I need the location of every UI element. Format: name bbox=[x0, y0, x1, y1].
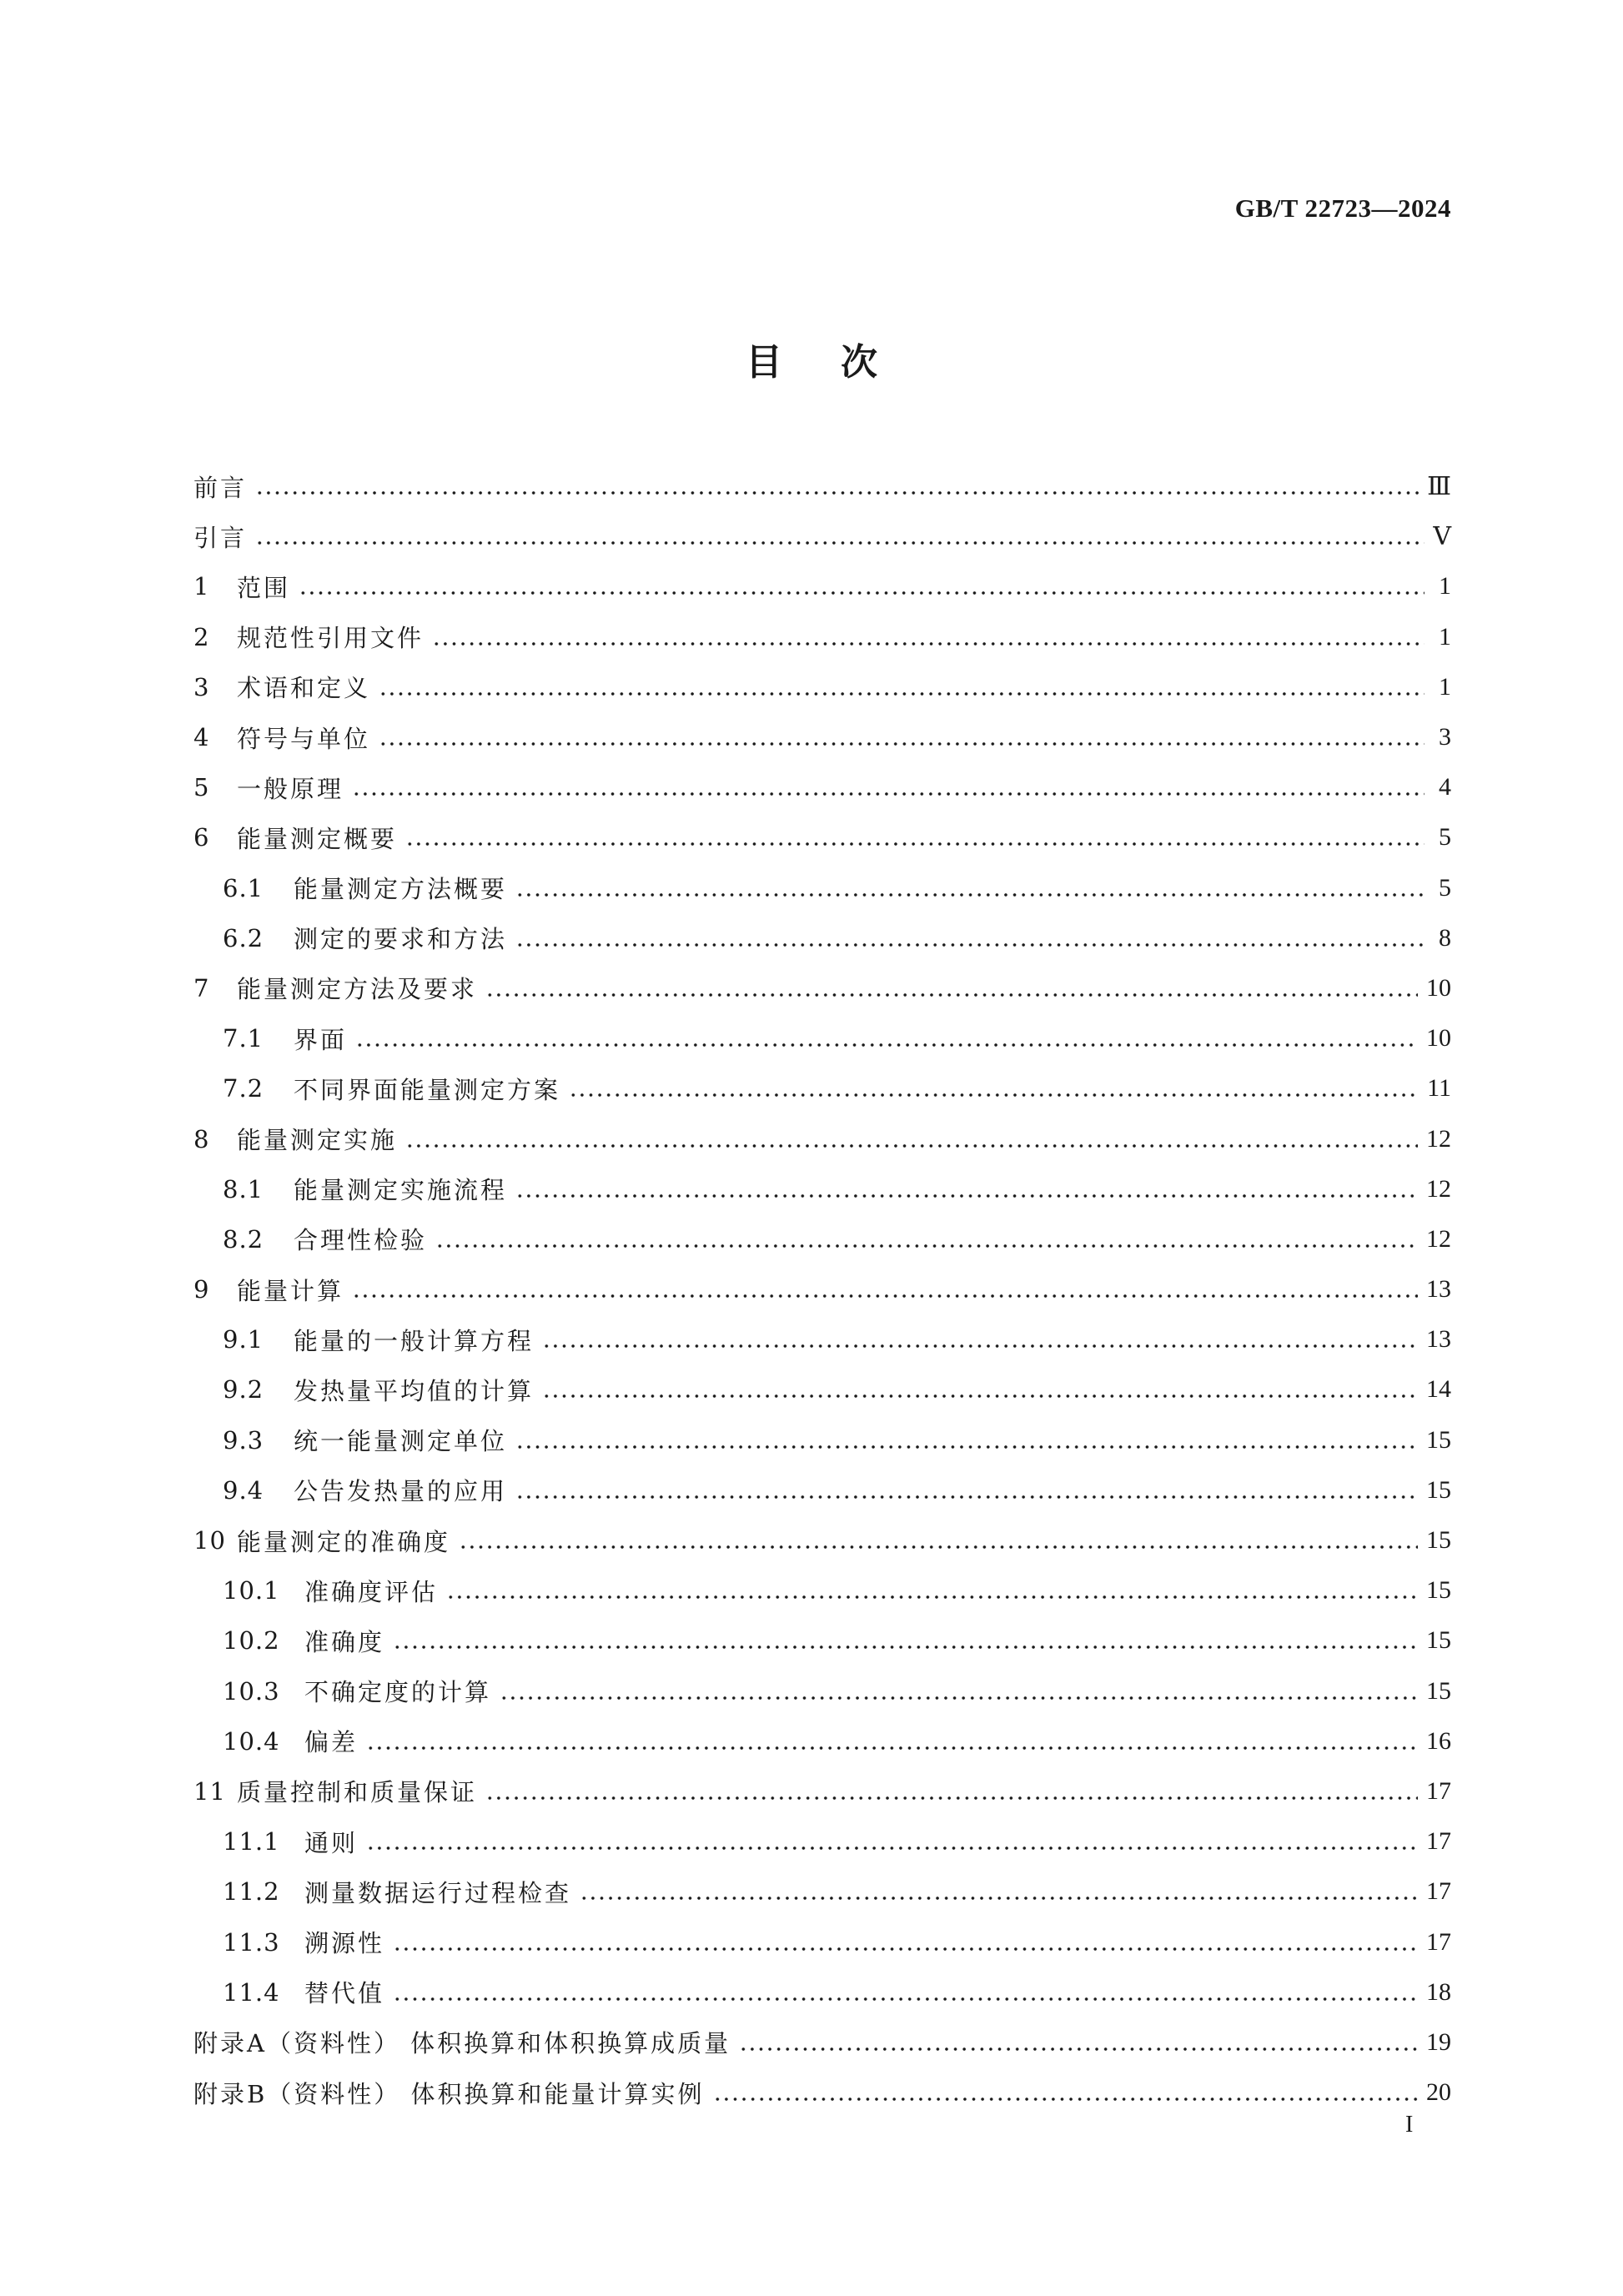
toc-entry-page: Ⅴ bbox=[1433, 522, 1451, 550]
toc-leader-dots bbox=[352, 1281, 1418, 1298]
toc-entry-number: 10.2 bbox=[223, 1626, 280, 1655]
toc-entry[interactable] bbox=[193, 913, 1451, 963]
toc-entry-page: 8 bbox=[1439, 923, 1451, 952]
toc-entry[interactable] bbox=[193, 1866, 1451, 1917]
toc-entry-number: 11 bbox=[193, 1776, 226, 1806]
toc-leader-dots bbox=[405, 1131, 1418, 1148]
toc-leader-dots bbox=[366, 1733, 1418, 1750]
toc-leader-dots bbox=[739, 2034, 1418, 2051]
toc-entry-label: 能量计算 bbox=[237, 1276, 344, 1305]
toc-leader-dots bbox=[580, 1883, 1418, 1900]
toc-entry-number: 7.1 bbox=[223, 1024, 264, 1053]
toc-leader-dots bbox=[393, 1632, 1418, 1649]
toc-entry[interactable] bbox=[193, 1917, 1451, 1967]
toc-entry-label: 符号与单位 bbox=[237, 724, 371, 753]
toc-entry-label: 发热量平均值的计算 bbox=[294, 1376, 535, 1405]
toc-leader-dots bbox=[515, 880, 1425, 897]
toc-entry-page: 19 bbox=[1426, 2027, 1451, 2056]
toc-entry[interactable] bbox=[193, 461, 1451, 511]
toc-entry-label: 能量测定实施 bbox=[237, 1126, 398, 1155]
toc-entry[interactable] bbox=[193, 1766, 1451, 1816]
toc-entry-page: 15 bbox=[1426, 1475, 1451, 1504]
toc-leader-dots bbox=[432, 629, 1425, 646]
toc-entry[interactable] bbox=[193, 1515, 1451, 1565]
toc-entry[interactable] bbox=[193, 1013, 1451, 1063]
toc-leader-dots bbox=[485, 1783, 1418, 1800]
toc-entry-label: 前言 bbox=[193, 473, 248, 502]
toc-entry-number: 10.4 bbox=[223, 1726, 280, 1756]
toc-entry[interactable] bbox=[193, 963, 1451, 1013]
toc-entry-page: 17 bbox=[1426, 1927, 1451, 1956]
toc-leader-dots bbox=[500, 1683, 1418, 1700]
toc-leader-dots bbox=[379, 729, 1425, 746]
toc-entry[interactable] bbox=[193, 1615, 1451, 1665]
toc-entry[interactable] bbox=[193, 1314, 1451, 1364]
toc-entry[interactable] bbox=[193, 1565, 1451, 1615]
toc-entry-label: 偏差 bbox=[304, 1728, 359, 1757]
toc-entry-page: 12 bbox=[1426, 1174, 1451, 1203]
toc-leader-dots bbox=[569, 1080, 1419, 1097]
toc-entry-number: 9.3 bbox=[223, 1425, 264, 1454]
toc-entry-number: 8.1 bbox=[223, 1174, 264, 1203]
toc-leader-dots bbox=[435, 1231, 1418, 1248]
toc-entry[interactable] bbox=[193, 1214, 1451, 1264]
toc-entry-page: 16 bbox=[1426, 1726, 1451, 1755]
toc-entry-number: 10.1 bbox=[223, 1576, 280, 1605]
toc-leader-dots bbox=[393, 1984, 1418, 2001]
toc-entry-label: 引言 bbox=[193, 523, 248, 552]
toc-entry-number: 11.2 bbox=[223, 1877, 280, 1907]
toc-entry-number: 11.3 bbox=[223, 1927, 280, 1957]
toc-entry[interactable] bbox=[193, 1415, 1451, 1465]
toc-entry[interactable] bbox=[193, 2067, 1451, 2118]
toc-entry-number: 2 bbox=[193, 622, 210, 651]
toc-entry-page: 12 bbox=[1426, 1124, 1451, 1153]
standard-code: GB/T 22723—2024 bbox=[1234, 193, 1451, 223]
toc-entry[interactable] bbox=[193, 662, 1451, 712]
toc-entry-page: 5 bbox=[1439, 873, 1451, 902]
toc-entry[interactable] bbox=[193, 863, 1451, 913]
toc-entry[interactable] bbox=[193, 1164, 1451, 1214]
page-number: I bbox=[1405, 2112, 1414, 2138]
toc-entry-number: 11.1 bbox=[223, 1827, 280, 1856]
toc-entry[interactable] bbox=[193, 1063, 1451, 1113]
toc-entry-number: 3 bbox=[193, 672, 210, 701]
toc-entry[interactable] bbox=[193, 511, 1451, 561]
toc-entry-number: 5 bbox=[193, 773, 210, 802]
toc-entry-number: 8.2 bbox=[223, 1224, 264, 1254]
toc-entry-page: 1 bbox=[1439, 672, 1451, 701]
toc-entry[interactable] bbox=[193, 2017, 1451, 2067]
toc-entry-label: 质量控制和质量保证 bbox=[237, 1778, 478, 1807]
toc-leader-dots bbox=[393, 1934, 1418, 1951]
toc-entry[interactable] bbox=[193, 762, 1451, 812]
toc-entry-page: 4 bbox=[1439, 773, 1451, 801]
toc-entry[interactable] bbox=[193, 1264, 1451, 1314]
toc-leader-dots bbox=[542, 1331, 1418, 1348]
toc-entry-number: 10.3 bbox=[223, 1676, 280, 1706]
toc-leader-dots bbox=[255, 528, 1425, 545]
toc-entry-page: 13 bbox=[1426, 1275, 1451, 1304]
toc-entry-label: 测量数据运行过程检查 bbox=[304, 1878, 572, 1907]
toc-entry-page: 15 bbox=[1426, 1576, 1451, 1605]
toc-entry-page: 14 bbox=[1426, 1375, 1451, 1404]
toc-entry-label: 替代值 bbox=[304, 1979, 385, 2008]
toc-entry[interactable] bbox=[193, 812, 1451, 862]
toc-entry-label: 准确度 bbox=[304, 1627, 385, 1656]
toc-entry-page: 10 bbox=[1426, 973, 1451, 1002]
toc-entry-page: 15 bbox=[1426, 1425, 1451, 1454]
toc-entry-page: 20 bbox=[1426, 2078, 1451, 2107]
toc-entry[interactable] bbox=[193, 712, 1451, 762]
toc-entry-number: 4 bbox=[193, 723, 210, 752]
toc-entry[interactable] bbox=[193, 1113, 1451, 1163]
toc-leader-dots bbox=[446, 1582, 1418, 1599]
toc-entry-label: 能量测定概要 bbox=[237, 824, 398, 853]
toc-entry-page: 3 bbox=[1439, 723, 1451, 751]
toc-entry-label: 测定的要求和方法 bbox=[294, 925, 508, 954]
toc-entry-page: 10 bbox=[1426, 1024, 1451, 1053]
toc-entry-label: 一般原理 bbox=[237, 774, 344, 803]
toc-entry-page: 13 bbox=[1426, 1325, 1451, 1354]
toc-entry-label: 统一能量测定单位 bbox=[294, 1427, 508, 1456]
toc-entry-page: 1 bbox=[1439, 572, 1451, 600]
toc-entry[interactable] bbox=[193, 1465, 1451, 1515]
toc-entry-number: 9.2 bbox=[223, 1375, 264, 1404]
toc-entry-label: 附录B（资料性） 体积换算和能量计算实例 bbox=[193, 2079, 705, 2108]
toc-entry-label: 范围 bbox=[237, 573, 291, 602]
toc-leader-dots bbox=[515, 1432, 1418, 1449]
toc-entry-page: 11 bbox=[1427, 1074, 1451, 1103]
toc-entry-label: 不确定度的计算 bbox=[304, 1678, 492, 1707]
toc-entry-page: 17 bbox=[1426, 1877, 1451, 1906]
toc-entry[interactable] bbox=[193, 1716, 1451, 1766]
toc-entry-number: 1 bbox=[193, 572, 210, 601]
toc-leader-dots bbox=[485, 980, 1418, 997]
toc-leader-dots bbox=[405, 829, 1425, 846]
toc-entry-number: 7 bbox=[193, 973, 210, 1002]
toc-entry-label: 准确度评估 bbox=[304, 1577, 439, 1606]
toc-entry-label: 术语和定义 bbox=[237, 674, 371, 703]
toc-entry-label: 能量测定方法概要 bbox=[294, 875, 508, 904]
toc-entry-number: 7.2 bbox=[223, 1074, 264, 1103]
toc-entry[interactable] bbox=[193, 1666, 1451, 1716]
toc-leader-dots bbox=[542, 1381, 1418, 1398]
toc-title: 目次 bbox=[746, 341, 936, 384]
toc-entry-label: 界面 bbox=[294, 1025, 348, 1054]
toc-entry-number: 10 bbox=[193, 1526, 226, 1555]
toc-entry-page: 17 bbox=[1426, 1776, 1451, 1805]
toc-entry-page: 12 bbox=[1426, 1224, 1451, 1253]
toc-entry-label: 公告发热量的应用 bbox=[294, 1477, 508, 1506]
toc-entry-label: 能量的一般计算方程 bbox=[294, 1326, 535, 1355]
toc-leader-dots bbox=[713, 2084, 1418, 2101]
toc-entry-number: 9 bbox=[193, 1275, 210, 1304]
toc-entry-label: 能量测定实施流程 bbox=[294, 1176, 508, 1205]
toc-entry-label: 能量测定方法及要求 bbox=[237, 975, 478, 1004]
toc-entry[interactable] bbox=[193, 612, 1451, 662]
toc-entry-label: 不同界面能量测定方案 bbox=[294, 1075, 561, 1104]
toc-entry[interactable] bbox=[193, 561, 1451, 611]
toc-entry-label: 通则 bbox=[304, 1828, 359, 1857]
toc-entry-label: 合理性检验 bbox=[294, 1226, 428, 1255]
toc-entry-number: 6.1 bbox=[223, 873, 264, 902]
toc-leader-dots bbox=[366, 1833, 1418, 1850]
toc-entry-number: 6.2 bbox=[223, 923, 264, 952]
toc-leader-dots bbox=[515, 1482, 1418, 1499]
toc-entry-label: 能量测定的准确度 bbox=[237, 1527, 451, 1556]
table-of-contents bbox=[193, 461, 1451, 2118]
toc-entry[interactable] bbox=[193, 1967, 1451, 2017]
toc-leader-dots bbox=[515, 1181, 1418, 1198]
toc-entry-number: 9.1 bbox=[223, 1325, 264, 1354]
toc-entry-number: 11.4 bbox=[223, 1977, 280, 2007]
toc-entry-page: 5 bbox=[1439, 823, 1451, 852]
toc-entry-number: 9.4 bbox=[223, 1475, 264, 1505]
toc-entry-number: 8 bbox=[193, 1124, 210, 1153]
toc-entry-page: 1 bbox=[1439, 622, 1451, 651]
toc-entry-page: 15 bbox=[1426, 1626, 1451, 1655]
toc-leader-dots bbox=[379, 679, 1425, 696]
toc-entry-page: 15 bbox=[1426, 1676, 1451, 1705]
toc-entry-label: 溯源性 bbox=[304, 1929, 385, 1958]
toc-entry-page: 15 bbox=[1426, 1526, 1451, 1555]
toc-leader-dots bbox=[299, 578, 1425, 595]
toc-leader-dots bbox=[352, 779, 1425, 796]
toc-entry-number: 6 bbox=[193, 823, 210, 852]
toc-entry[interactable] bbox=[193, 1816, 1451, 1866]
toc-leader-dots bbox=[515, 930, 1425, 947]
toc-entry-page: Ⅲ bbox=[1427, 472, 1451, 500]
toc-entry-label: 附录A（资料性） 体积换算和体积换算成质量 bbox=[193, 2029, 731, 2058]
toc-entry[interactable] bbox=[193, 1364, 1451, 1414]
toc-entry-label: 规范性引用文件 bbox=[237, 624, 425, 653]
toc-entry-page: 17 bbox=[1426, 1827, 1451, 1856]
toc-leader-dots bbox=[355, 1030, 1418, 1047]
toc-leader-dots bbox=[255, 478, 1419, 495]
toc-entry-page: 18 bbox=[1426, 1977, 1451, 2006]
toc-leader-dots bbox=[459, 1532, 1418, 1549]
